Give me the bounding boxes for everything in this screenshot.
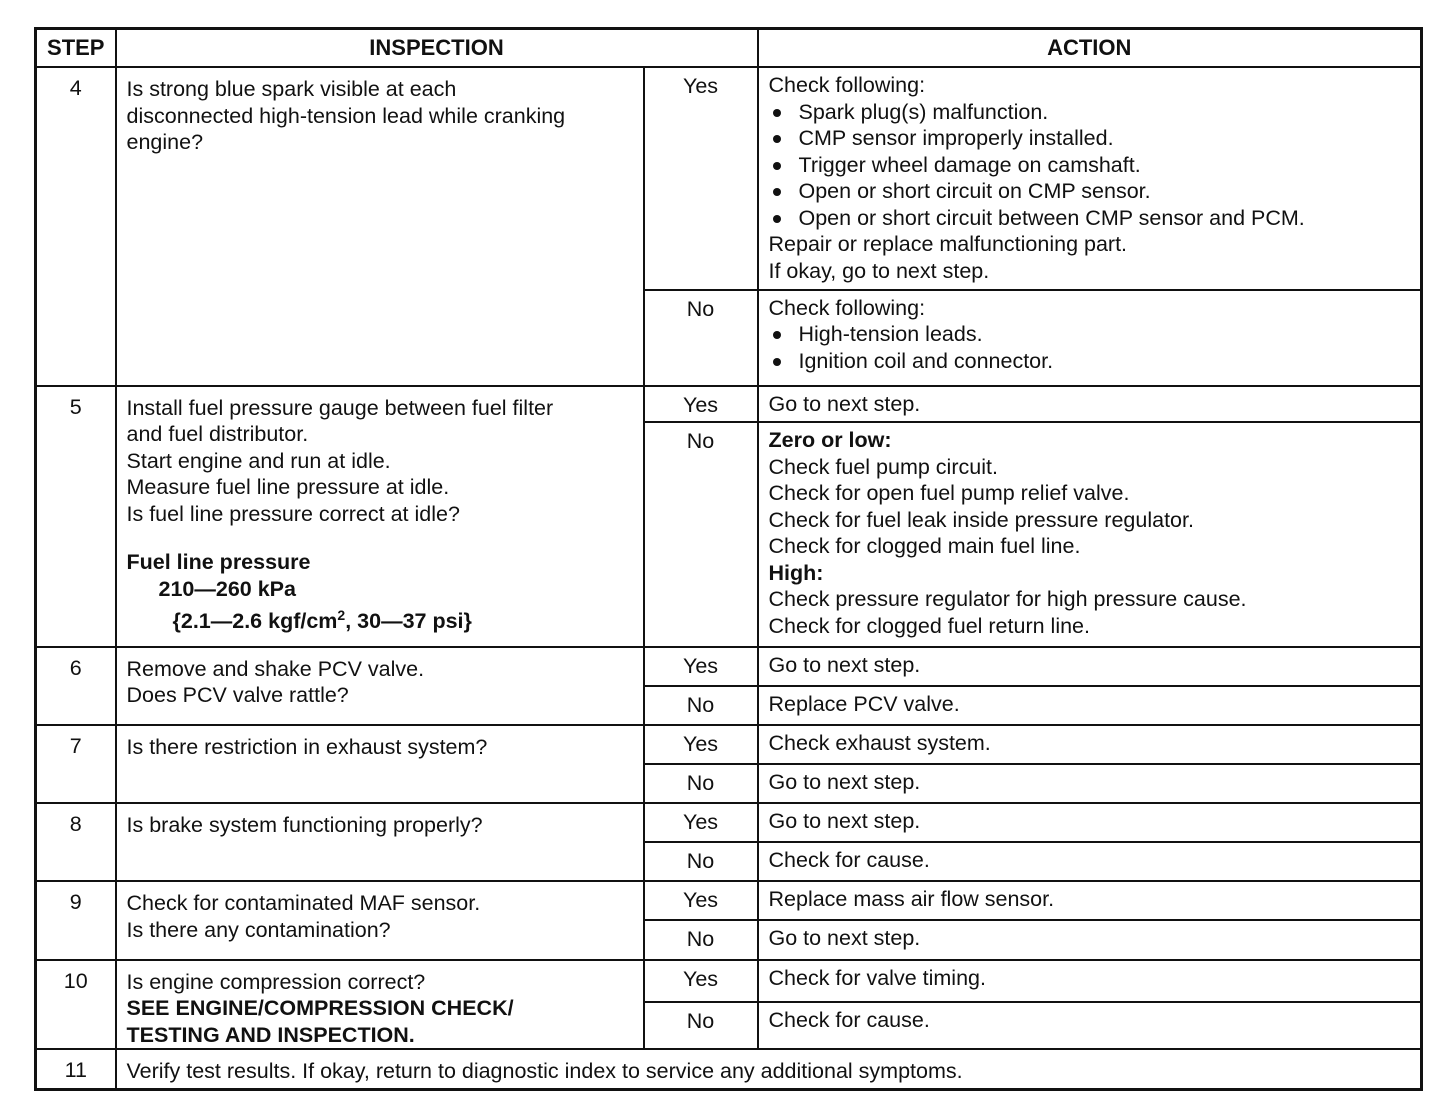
table-row bbox=[36, 725, 1422, 764]
action-cell: Check for valve timing. bbox=[758, 960, 1422, 1003]
diagnostic-table bbox=[34, 27, 1423, 1091]
table-row bbox=[36, 386, 1422, 422]
inspection-line: engine? bbox=[126, 130, 204, 155]
action-line: Check fuel pump circuit. bbox=[768, 454, 998, 479]
spec-alt-units: {2.1—2.6 kgf/$cm^2$, 30—37 psi} bbox=[172, 607, 472, 634]
table-row bbox=[36, 647, 1422, 686]
inspection-cell bbox=[116, 67, 644, 386]
action-cell: Go to next step. bbox=[758, 764, 1422, 803]
answer-yes: Yes bbox=[644, 803, 758, 842]
list-item: Open or short circuit on CMP sensor. bbox=[769, 178, 1413, 205]
spec-range: 210—260 kPa bbox=[158, 576, 296, 601]
step-number: 10 bbox=[36, 960, 116, 1050]
inspection-line: Remove and shake PCV valve. bbox=[126, 656, 425, 681]
action-cell: Replace PCV valve. bbox=[758, 686, 1422, 725]
inspection-reference: SEE ENGINE/COMPRESSION CHECK/ bbox=[126, 996, 514, 1021]
table-row bbox=[36, 803, 1422, 842]
inspection-cell bbox=[116, 881, 644, 959]
inspection-cell bbox=[116, 647, 644, 725]
inspection-line: Check for contaminated MAF sensor. bbox=[126, 891, 481, 916]
list-item: High-tension leads. bbox=[769, 321, 1413, 348]
action-cell: Check for cause. bbox=[758, 1002, 1422, 1049]
inspection-line: Is strong blue spark visible at each bbox=[126, 77, 457, 102]
inspection-line: Start engine and run at idle. bbox=[126, 448, 391, 473]
action-cell bbox=[758, 422, 1422, 647]
inspection-line: Measure fuel line pressure at idle. bbox=[126, 475, 450, 500]
inspection-line: Is there any contamination? bbox=[126, 917, 391, 942]
action-cell bbox=[758, 290, 1422, 386]
list-item: CMP sensor improperly installed. bbox=[769, 125, 1413, 152]
high-heading: High: bbox=[768, 560, 824, 585]
diagnostic-table-sheet bbox=[34, 27, 1420, 1091]
inspection-line: and fuel distributor. bbox=[126, 422, 309, 447]
header-action: ACTION bbox=[758, 29, 1422, 68]
inspection-line: Does PCV valve rattle? bbox=[126, 683, 349, 708]
list-item: Trigger wheel damage on camshaft. bbox=[769, 152, 1413, 179]
answer-no: No bbox=[644, 290, 758, 386]
action-line: Check for open fuel pump relief valve. bbox=[768, 481, 1130, 506]
action-line: Repair or replace malfunctioning part. bbox=[768, 232, 1128, 257]
answer-no: No bbox=[644, 1002, 758, 1049]
action-line: Check for clogged fuel return line. bbox=[768, 613, 1090, 638]
fuel-pressure-spec bbox=[127, 549, 635, 635]
action-intro: Check following: bbox=[768, 295, 926, 320]
inspection-cell bbox=[116, 803, 644, 881]
table-row bbox=[36, 960, 1422, 1003]
list-item: Spark plug(s) malfunction. bbox=[769, 99, 1413, 126]
action-cell: Replace mass air flow sensor. bbox=[758, 881, 1422, 920]
answer-yes: Yes bbox=[644, 67, 758, 290]
action-line: Check for clogged main fuel line. bbox=[768, 534, 1081, 559]
header-row bbox=[36, 29, 1422, 68]
answer-yes: Yes bbox=[644, 647, 758, 686]
step-number: 7 bbox=[36, 725, 116, 803]
answer-no: No bbox=[644, 764, 758, 803]
inspection-line: Is fuel line pressure correct at idle? bbox=[126, 501, 460, 526]
step-number: 4 bbox=[36, 67, 116, 386]
list-item: Open or short circuit between CMP sensor and PCM. bbox=[769, 205, 1413, 232]
action-cell: Check exhaust system. bbox=[758, 725, 1422, 764]
action-line: If okay, go to next step. bbox=[768, 258, 990, 283]
action-line: Check for fuel leak inside pressure regulator. bbox=[768, 507, 1194, 532]
header-inspection: INSPECTION bbox=[116, 29, 758, 68]
step-number: 9 bbox=[36, 881, 116, 959]
header-step: STEP bbox=[36, 29, 116, 68]
table-row bbox=[36, 881, 1422, 920]
inspection-cell bbox=[116, 386, 644, 647]
action-cell: Go to next step. bbox=[758, 647, 1422, 686]
check-list bbox=[769, 99, 1413, 232]
action-cell bbox=[758, 67, 1422, 290]
step-number: 6 bbox=[36, 647, 116, 725]
inspection-line: Install fuel pressure gauge between fuel filter bbox=[126, 395, 554, 420]
action-cell: Go to next step. bbox=[758, 386, 1422, 422]
action-cell: Go to next step. bbox=[758, 920, 1422, 959]
answer-no: No bbox=[644, 422, 758, 647]
action-intro: Check following: bbox=[768, 73, 926, 98]
answer-yes: Yes bbox=[644, 386, 758, 422]
inspection-line: Is engine compression correct? bbox=[126, 969, 426, 994]
action-cell: Check for cause. bbox=[758, 842, 1422, 881]
step-number: 11 bbox=[36, 1049, 116, 1089]
step-number: 8 bbox=[36, 803, 116, 881]
inspection-reference: TESTING AND INSPECTION. bbox=[126, 1022, 415, 1047]
answer-yes: Yes bbox=[644, 725, 758, 764]
action-cell: Go to next step. bbox=[758, 803, 1422, 842]
step-number: 5 bbox=[36, 386, 116, 647]
action-line: Check pressure regulator for high pressure cause. bbox=[768, 587, 1247, 612]
spec-title: Fuel line pressure bbox=[126, 550, 311, 575]
check-list bbox=[769, 321, 1413, 374]
answer-yes: Yes bbox=[644, 960, 758, 1003]
note-cell: Verify test results. If okay, return to diagnostic index to service any additional symptoms. bbox=[116, 1049, 1422, 1089]
table-row bbox=[36, 67, 1422, 290]
table-row bbox=[36, 1049, 1422, 1089]
inspection-line: Is there restriction in exhaust system? bbox=[126, 734, 488, 759]
inspection-cell bbox=[116, 960, 644, 1050]
answer-no: No bbox=[644, 920, 758, 959]
inspection-line: disconnected high-tension lead while cranking bbox=[126, 103, 566, 128]
list-item: Ignition coil and connector. bbox=[769, 348, 1413, 375]
low-heading: Zero or low: bbox=[768, 428, 892, 453]
answer-no: No bbox=[644, 842, 758, 881]
answer-no: No bbox=[644, 686, 758, 725]
inspection-line: Is brake system functioning properly? bbox=[126, 813, 483, 838]
answer-yes: Yes bbox=[644, 881, 758, 920]
inspection-cell bbox=[116, 725, 644, 803]
